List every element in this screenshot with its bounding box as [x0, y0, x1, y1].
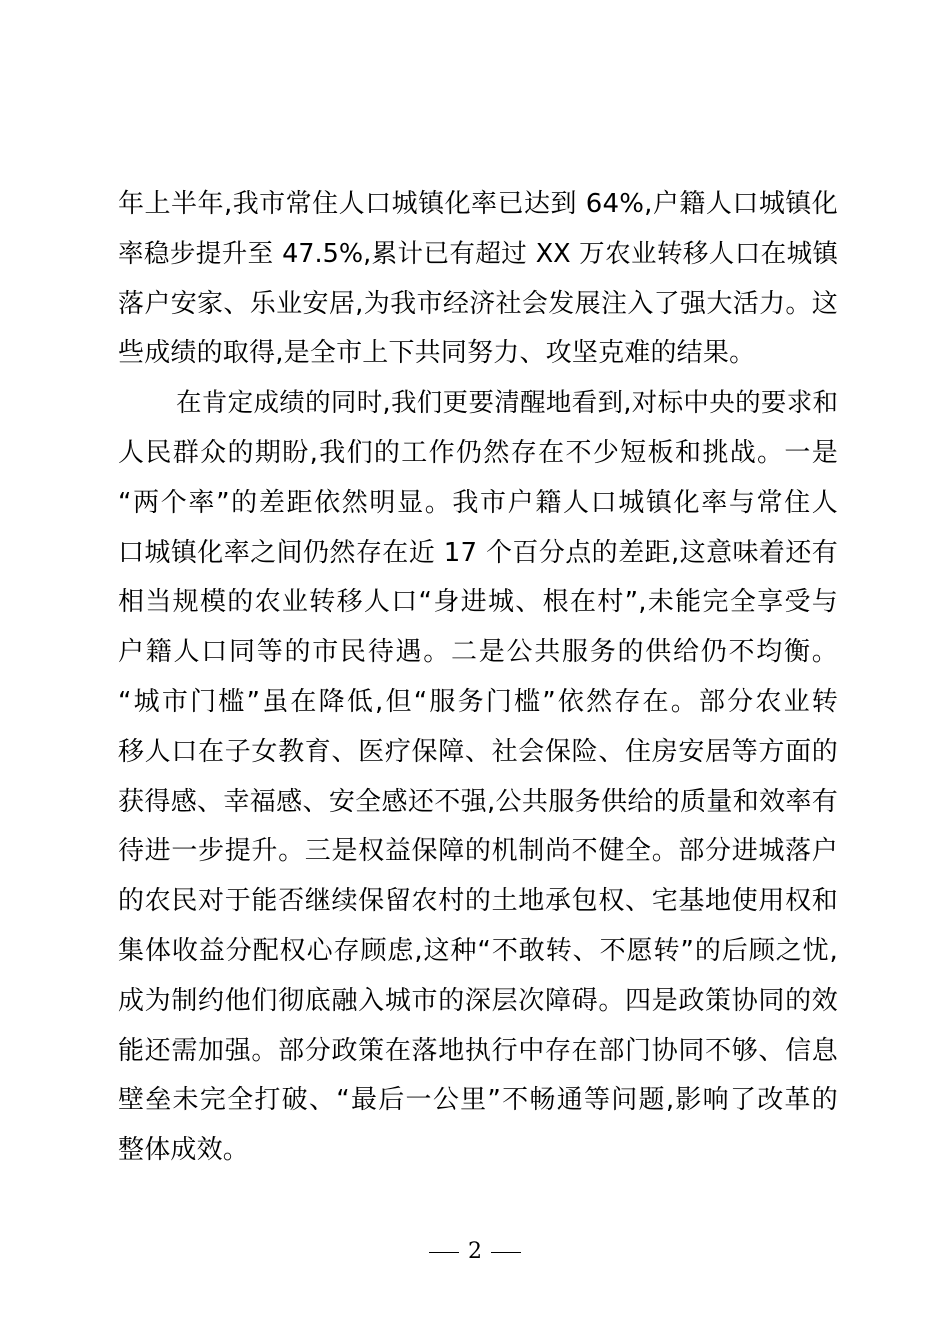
text-line: 成为制约他们彻底融入城市的深层次障碍。四是政策协同的效: [118, 985, 838, 1016]
footer-dash-right: [491, 1252, 521, 1253]
text-line: 户籍人口同等的市民待遇。二是公共服务的供给仍不均衡。: [118, 637, 838, 668]
text-line: 壁垒未完全打破、“最后一公里”不畅通等问题,影响了改革的: [118, 1085, 838, 1116]
text-line: 能还需加强。部分政策在落地执行中存在部门协同不够、信息: [118, 1035, 838, 1066]
body-text: [118, 180, 838, 1176]
text-line: 移人口在子女教育、医疗保障、社会保险、住房安居等方面的: [118, 736, 838, 767]
text-line: “城市门槛”虽在降低,但“服务门槛”依然存在。部分农业转: [118, 686, 838, 717]
text-line: 些成绩的取得,是全市上下共同努力、攻坚克难的结果。: [118, 338, 756, 369]
text-line: 落户安家、乐业安居,为我市经济社会发展注入了强大活力。这: [118, 288, 838, 319]
text-line: 待进一步提升。三是权益保障的机制尚不健全。部分进城落户: [118, 836, 838, 867]
text-line: 率稳步提升至 47.5%,累计已有超过 XX 万农业转移人口在城镇: [118, 238, 838, 269]
text-line: 在肯定成绩的同时,我们更要清醒地看到,对标中央的要求和: [176, 388, 838, 419]
text-line: 整体成效。: [118, 1135, 250, 1166]
page-footer: [0, 1236, 950, 1268]
page-number: 2: [468, 1239, 482, 1264]
text-line: 相当规模的农业转移人口“身进城、根在村”,未能完全享受与: [118, 587, 838, 618]
text-line: 人民群众的期盼,我们的工作仍然存在不少短板和挑战。一是: [118, 437, 838, 468]
text-line: “两个率”的差距依然明显。我市户籍人口城镇化率与常住人: [118, 487, 838, 518]
text-line: 集体收益分配权心存顾虑,这种“不敢转、不愿转”的后顾之忧,: [118, 935, 838, 966]
text-line: 年上半年,我市常住人口城镇化率已达到 64%,户籍人口城镇化: [118, 189, 838, 219]
text-line: 获得感、幸福感、安全感还不强,公共服务供给的质量和效率有: [118, 786, 838, 817]
text-line: 的农民对于能否继续保留农村的土地承包权、宅基地使用权和: [118, 886, 838, 917]
footer-dash-left: [429, 1252, 459, 1253]
text-line: 口城镇化率之间仍然存在近 17 个百分点的差距,这意味着还有: [118, 537, 838, 568]
